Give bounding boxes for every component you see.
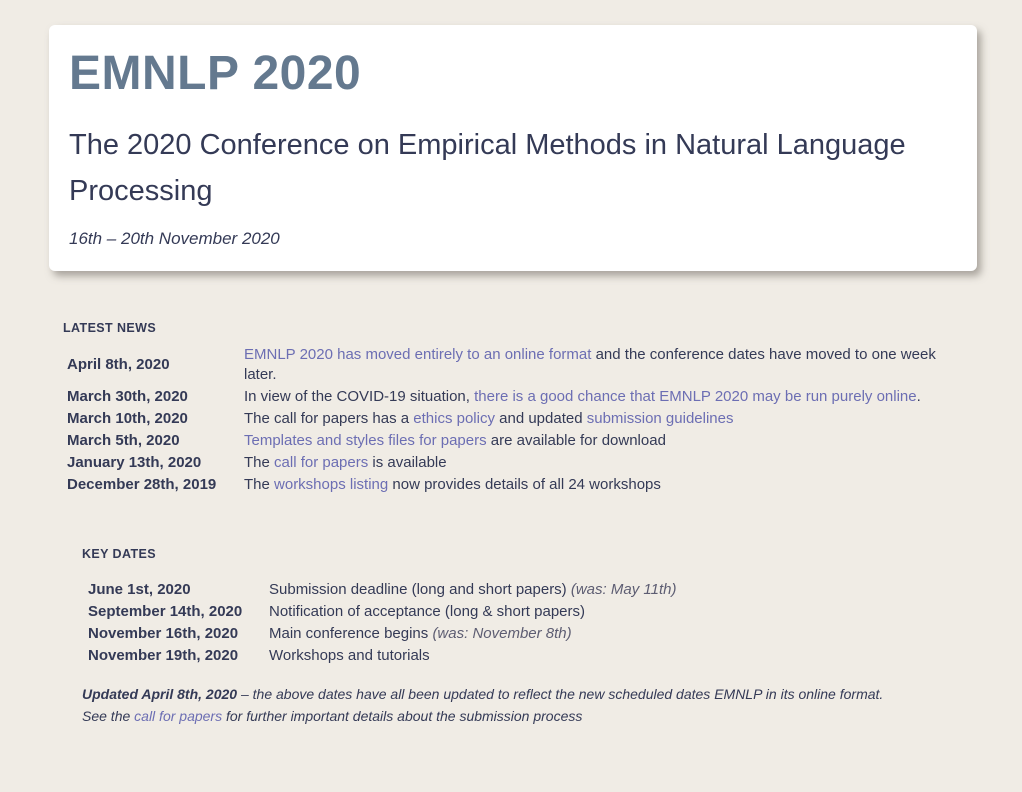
news-link[interactable]: there is a good chance that EMNLP 2020 may be run purely online: [474, 388, 917, 406]
key-date-label: November 16th, 2020: [88, 625, 239, 643]
key-dates-heading: KEY DATES: [82, 547, 156, 562]
news-link[interactable]: submission guidelines: [586, 410, 734, 428]
update-note-line2-prefix: See the: [82, 708, 135, 725]
news-date: March 5th, 2020: [67, 432, 180, 450]
key-date-item: [88, 603, 1022, 621]
key-date-label: September 14th, 2020: [88, 603, 243, 621]
news-item: [67, 431, 1022, 451]
was-note: (was: November 8th): [432, 625, 572, 643]
news-text-fragment: now provides details of all 24 workshops: [388, 476, 661, 494]
news-text: [244, 387, 954, 407]
news-link[interactable]: workshops listing: [274, 476, 389, 494]
news-date: December 28th, 2019: [67, 476, 217, 494]
news-link[interactable]: call for papers: [274, 454, 369, 472]
key-date-text: Main conference begins: [269, 625, 433, 643]
news-text-fragment: The call for papers has a: [244, 410, 414, 428]
news-date: March 30th, 2020: [67, 388, 188, 406]
news-text-fragment: and the conference dates have moved to one week later.: [244, 346, 936, 384]
key-date-text: Workshops and tutorials: [269, 647, 430, 665]
news-text: [244, 431, 954, 451]
news-item: [67, 387, 1022, 407]
news-link[interactable]: EMNLP 2020 has moved entirely to an online format: [244, 346, 592, 364]
latest-news-section: [63, 321, 1022, 495]
news-text-fragment: .: [916, 388, 921, 406]
site-subtitle: The 2020 Conference on Empirical Methods in Natural Language Processing: [69, 129, 906, 208]
key-date-item: [88, 625, 1022, 643]
news-link[interactable]: Templates and styles files for papers: [244, 432, 487, 450]
news-text-fragment: are available for download: [486, 432, 666, 450]
news-text-fragment: is available: [368, 454, 447, 472]
update-note-date: Updated April 8th, 2020: [82, 686, 238, 703]
key-date-item: [88, 581, 1022, 599]
key-date-text: Submission deadline (long and short papers): [269, 581, 571, 599]
news-item: [67, 475, 1022, 495]
main-content: [0, 271, 1022, 727]
key-date-description: [269, 625, 1022, 643]
news-text-fragment: and updated: [494, 410, 587, 428]
update-note-line2-suffix: for further important details about the submission process: [222, 708, 583, 725]
latest-news-heading: LATEST NEWS: [63, 321, 157, 336]
key-date-text: Notification of acceptance (long & short papers): [269, 603, 586, 621]
key-date-description: [269, 647, 1022, 665]
key-date-item: [88, 647, 1022, 665]
key-dates-list: [88, 581, 1022, 665]
news-item: [67, 453, 1022, 473]
call-for-papers-link[interactable]: call for papers: [134, 708, 223, 725]
key-date-description: [269, 603, 1022, 621]
was-note: (was: May 11th): [570, 581, 677, 599]
key-date-label: November 19th, 2020: [88, 647, 239, 665]
news-text: [244, 345, 954, 385]
conference-dates: 16th – 20th November 2020: [69, 229, 280, 249]
news-date: March 10th, 2020: [67, 410, 188, 428]
news-date: April 8th, 2020: [67, 356, 170, 374]
news-text: [244, 453, 954, 473]
page: [0, 25, 1022, 727]
key-date-label: June 1st, 2020: [88, 581, 191, 599]
news-date: January 13th, 2020: [67, 454, 202, 472]
news-text: [244, 475, 954, 495]
news-list: [67, 345, 1022, 495]
news-item: [67, 345, 1022, 385]
key-dates-section: [82, 547, 1022, 727]
news-item: [67, 409, 1022, 429]
key-date-description: [269, 581, 1022, 599]
update-note: [82, 683, 962, 727]
news-text-fragment: The: [244, 476, 275, 494]
site-title: EMNLP 2020: [69, 47, 362, 100]
news-link[interactable]: ethics policy: [413, 410, 495, 428]
update-note-text: – the above dates have all been updated to reflect the new scheduled dates EMNLP in its online format.: [237, 686, 884, 703]
news-text: [244, 409, 954, 429]
news-text-fragment: The: [244, 454, 275, 472]
header-card: [49, 25, 977, 271]
news-text-fragment: In view of the COVID-19 situation,: [244, 388, 475, 406]
